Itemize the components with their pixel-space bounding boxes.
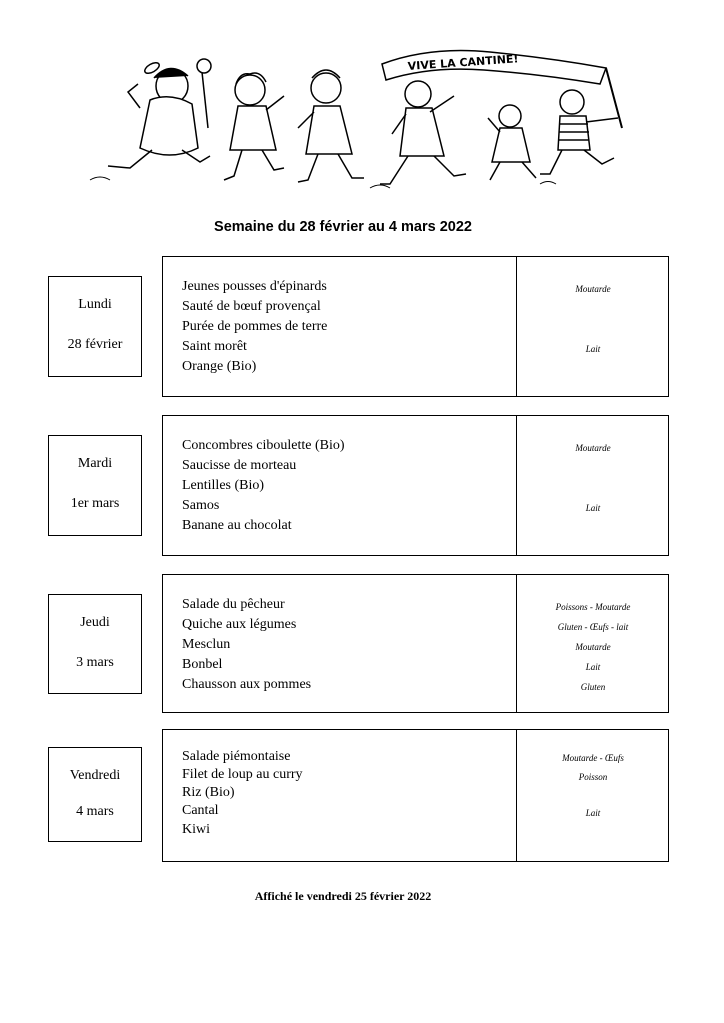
- girl-figure-2: [298, 70, 364, 182]
- menu-box-mardi: [162, 415, 669, 556]
- dish-entree: Jeunes pousses d'épinards: [182, 279, 327, 294]
- day-name: Mardi: [77, 456, 113, 471]
- dish-dessert: Orange (Bio): [182, 359, 257, 374]
- day-name: Vendredi: [69, 768, 121, 783]
- week-title: Semaine du 28 février au 4 mars 2022: [214, 219, 472, 235]
- column-divider: [516, 257, 517, 396]
- allergen-fromage: Lait: [585, 503, 601, 513]
- girl-figure-1: [224, 73, 284, 180]
- dish-fromage: Cantal: [182, 803, 219, 818]
- dish-dessert: Kiwi: [182, 822, 210, 837]
- dish-plat: Quiche aux légumes: [182, 617, 297, 632]
- allergen-entree: Moutarde: [575, 284, 611, 294]
- day-name: Lundi: [78, 297, 112, 312]
- menu-box-jeudi: [162, 574, 669, 713]
- allergen-fromage: Lait: [585, 662, 601, 672]
- allergen-plat: Poisson: [578, 772, 608, 782]
- dish-dessert: Chausson aux pommes: [182, 677, 312, 692]
- allergen-entree: Poissons - Moutarde: [555, 602, 631, 612]
- day-name: Jeudi: [80, 615, 110, 630]
- column-divider: [516, 416, 517, 555]
- dish-plat: Saucisse de morteau: [182, 458, 297, 473]
- day-date: 1er mars: [70, 496, 120, 511]
- dish-accompagnement: Lentilles (Bio): [182, 478, 265, 493]
- posted-date-footer: Affiché le vendredi 25 février 2022: [254, 889, 432, 903]
- dish-fromage: Bonbel: [182, 657, 223, 672]
- allergen-dessert: Gluten: [580, 682, 606, 692]
- day-box-jeudi: [48, 594, 142, 694]
- dish-dessert: Banane au chocolat: [182, 518, 292, 533]
- day-box-mardi: [48, 435, 142, 536]
- day-box-vendredi: [48, 747, 142, 842]
- dish-accompagnement: Purée de pommes de terre: [182, 319, 328, 334]
- day-date: 3 mars: [76, 655, 114, 670]
- dish-entree: Salade du pêcheur: [182, 597, 285, 612]
- dish-fromage: Saint morêt: [182, 339, 247, 354]
- day-date: 4 mars: [76, 804, 114, 819]
- column-divider: [516, 730, 517, 861]
- cantine-banner-illustration: [70, 38, 640, 198]
- chef-figure: [108, 59, 211, 168]
- allergen-plat: Gluten - Œufs - lait: [557, 622, 629, 632]
- dish-entree: Concombres ciboulette (Bio): [182, 438, 345, 453]
- boy-figure: [540, 90, 618, 174]
- allergen-accompagnement: Moutarde: [575, 642, 611, 652]
- sign-text: VIVE LA CANTINE!: [407, 52, 519, 73]
- dish-plat: Filet de loup au curry: [182, 767, 303, 782]
- allergen-fromage: Lait: [585, 344, 601, 354]
- day-date: 28 février: [67, 337, 123, 352]
- girl-figure-3: [380, 81, 466, 184]
- dish-fromage: Samos: [182, 498, 220, 513]
- dish-plat: Sauté de bœuf provençal: [182, 299, 321, 314]
- dish-accompagnement: Riz (Bio): [182, 785, 235, 800]
- column-divider: [516, 575, 517, 712]
- allergen-fromage: Lait: [585, 808, 601, 818]
- allergen-entree: Moutarde - Œufs: [562, 753, 624, 763]
- dish-entree: Salade piémontaise: [182, 749, 291, 764]
- day-box-lundi: [48, 276, 142, 377]
- child-figure: [488, 105, 536, 180]
- ground-marks: [90, 177, 556, 188]
- dish-accompagnement: Mesclun: [182, 637, 231, 652]
- menu-box-vendredi: [162, 729, 669, 862]
- menu-box-lundi: [162, 256, 669, 397]
- allergen-entree: Moutarde: [575, 443, 611, 453]
